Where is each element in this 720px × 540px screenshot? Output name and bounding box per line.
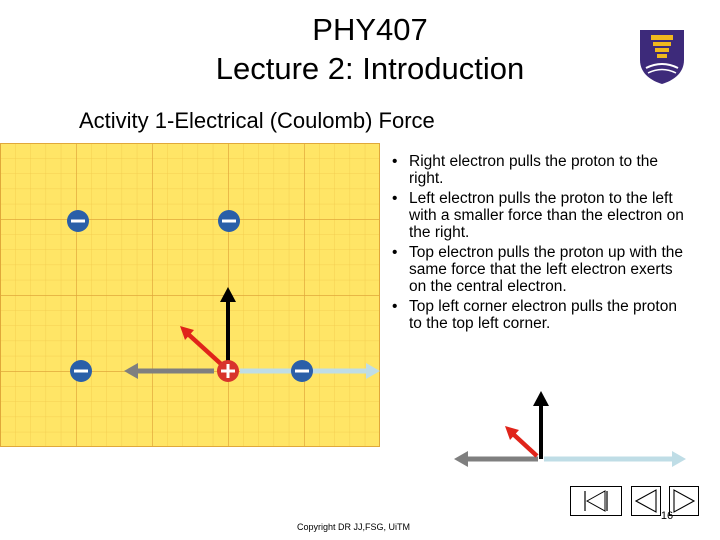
bullet-dot: • bbox=[392, 153, 398, 170]
first-slide-button[interactable] bbox=[570, 486, 622, 516]
bullet-text: Top electron pulls the proton up with the same force that the left electron exerts on the central electron. bbox=[409, 244, 684, 295]
slide-title bbox=[170, 10, 570, 88]
copyright-text: Copyright DR JJ,FSG, UiTM bbox=[297, 522, 411, 532]
electron-left bbox=[70, 360, 92, 382]
electron-top bbox=[218, 210, 240, 232]
university-crest-logo bbox=[636, 26, 688, 86]
bullet-dot: • bbox=[392, 244, 398, 261]
proton-center bbox=[217, 360, 239, 382]
title-line-2: Lecture 2: Introduction bbox=[215, 51, 525, 86]
bullet-text: Top left corner electron pulls the proton to the top left corner. bbox=[409, 298, 677, 332]
summary-arrow-diagonal bbox=[505, 426, 537, 456]
bullet-dot: • bbox=[392, 298, 398, 315]
coulomb-force-grid bbox=[0, 143, 380, 447]
title-line-1: PHY407 bbox=[312, 12, 428, 47]
first-slide-icon bbox=[571, 487, 621, 515]
explanation-bullets bbox=[392, 153, 692, 335]
activity-heading: Activity 1-Electrical (Coulomb) Force bbox=[79, 108, 435, 133]
electron-top-left bbox=[67, 210, 89, 232]
net-force-diagram bbox=[450, 388, 690, 468]
bullet-item bbox=[392, 298, 692, 332]
summary-arrow-up bbox=[533, 391, 549, 459]
bullet-item bbox=[392, 190, 692, 241]
summary-arrow-right bbox=[544, 451, 686, 467]
summary-arrow-left bbox=[454, 451, 538, 467]
bullet-dot: • bbox=[392, 190, 398, 207]
bullet-item bbox=[392, 244, 692, 295]
bullet-text: Left electron pulls the proton to the left with a smaller force than the electron on the right. bbox=[409, 190, 684, 241]
bullet-item bbox=[392, 153, 692, 187]
electron-right bbox=[291, 360, 313, 382]
bullet-text: Right electron pulls the proton to the right. bbox=[409, 153, 659, 187]
page-number: 16 bbox=[660, 510, 674, 522]
